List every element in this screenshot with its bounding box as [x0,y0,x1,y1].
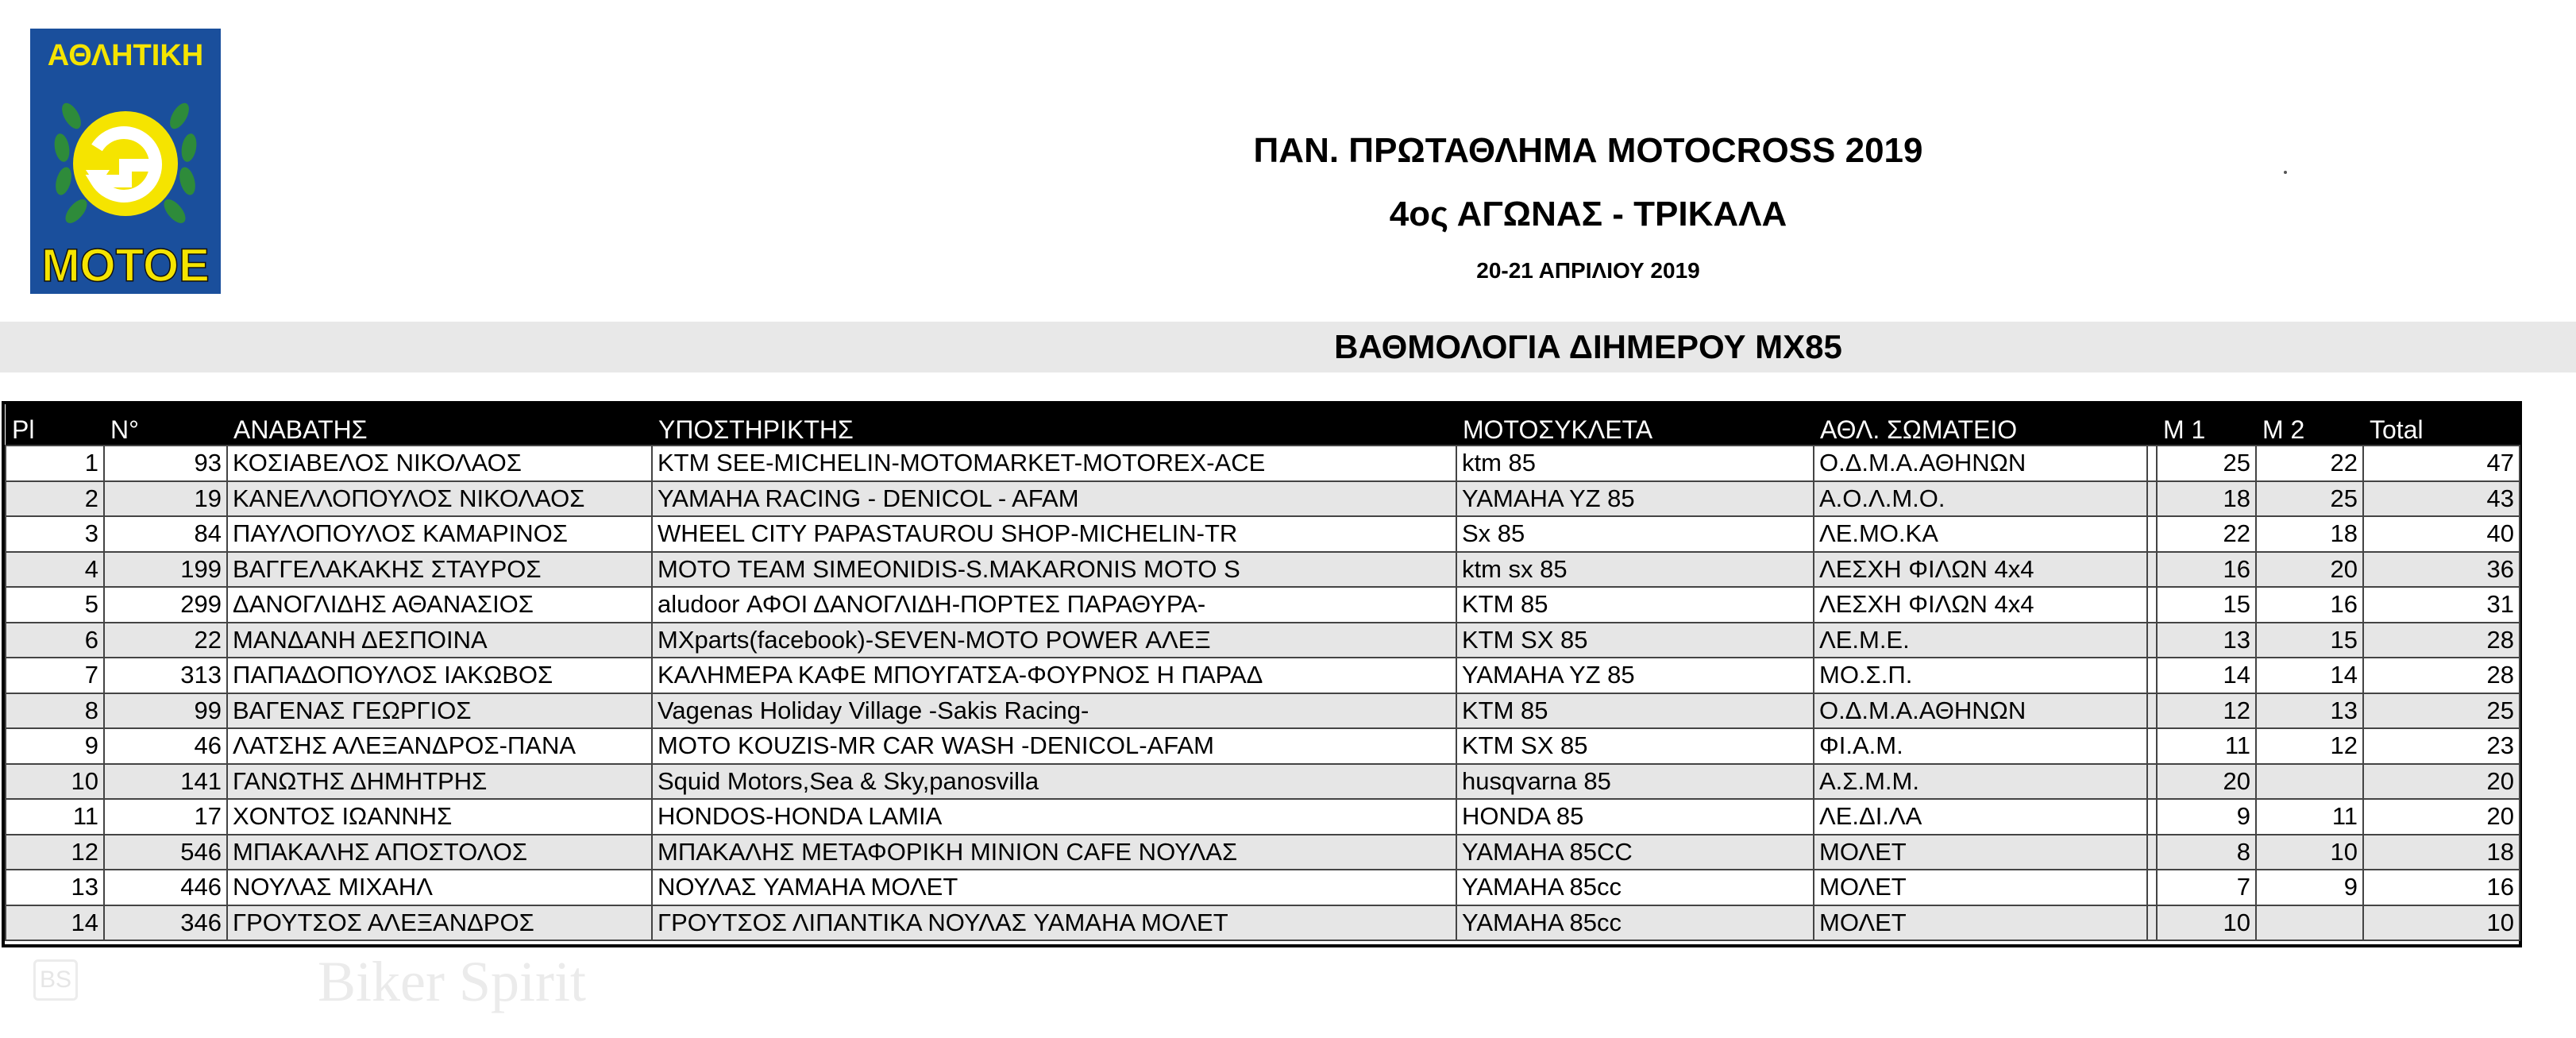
cell-club: ΛΕ.Μ.Ε. [1814,623,2147,658]
cell-bike: ktm sx 85 [1456,552,1814,588]
col-header-total: Total [2370,415,2424,444]
cell-bike: Sx 85 [1456,516,1814,552]
cell-club: ΦΙ.Α.Μ. [1814,728,2147,764]
cell-bike: YAMAHA YZ 85 [1456,658,1814,693]
cell-number: 141 [104,764,227,800]
cell-rider: ΒΑΓΓΕΛΑΚΑΚΗΣ ΣΤΑΥΡΟΣ [227,552,652,588]
cell-place: 8 [6,693,104,729]
cell-sponsor: aludoor ΑΦΟΙ ΔΑΝΟΓΛΙΔΗ-ΠΟΡΤΕΣ ΠΑΡΑΘΥΡΑ- [652,587,1456,623]
cell-m1: 8 [2157,835,2256,870]
table-header-row [6,404,2520,446]
cell-spacer [2147,870,2157,905]
cell-sponsor: ΝΟΥΛΑΣ YAMAHA ΜΟΛΕΤ [652,870,1456,905]
cell-spacer [2147,552,2157,588]
cell-rider: ΓΑΝΩΤΗΣ ΔΗΜΗΤΡΗΣ [227,764,652,800]
table-row [6,799,2520,835]
cell-club: ΜΟΛΕΤ [1814,835,2147,870]
cell-number: 346 [104,905,227,941]
cell-total: 20 [2363,799,2520,835]
cell-spacer [2147,516,2157,552]
table-row [6,764,2520,800]
cell-number: 84 [104,516,227,552]
col-header-club: ΑΘΛ. ΣΩΜΑΤΕΙΟ [1820,415,2018,444]
cell-m2: 13 [2256,693,2363,729]
cell-number: 19 [104,481,227,517]
cell-place: 1 [6,446,104,481]
cell-m1: 12 [2157,693,2256,729]
cell-club: ΛΕ.ΜΟ.ΚΑ [1814,516,2147,552]
cell-number: 199 [104,552,227,588]
cell-m1: 13 [2157,623,2256,658]
cell-bike: KTM 85 [1456,693,1814,729]
table-row [6,552,2520,588]
cell-sponsor: ΚΑΛΗΜΕΡΑ ΚΑΦΕ ΜΠΟΥΓΑΤΣΑ-ΦΟΥΡΝΟΣ Η ΠΑΡΑΔ [652,658,1456,693]
cell-m2: 14 [2256,658,2363,693]
cell-m1: 16 [2157,552,2256,588]
cell-m1: 20 [2157,764,2256,800]
race-title: 4ος ΑΓΩΝΑΣ - ΤΡΙΚΑΛΑ [1389,195,1787,233]
cell-club: ΛΕΣΧΗ ΦΙΛΩΝ 4x4 [1814,587,2147,623]
cell-sponsor: MOTO TEAM SIMEONIDIS-S.MAKARONIS MOTO S [652,552,1456,588]
cell-m1: 7 [2157,870,2256,905]
cell-number: 546 [104,835,227,870]
table-row [6,623,2520,658]
cell-total: 23 [2363,728,2520,764]
cell-place: 7 [6,658,104,693]
federation-logo [30,29,221,294]
cell-club: ΜΟ.Σ.Π. [1814,658,2147,693]
cell-m2: 22 [2256,446,2363,481]
cell-rider: ΓΡΟΥΤΣΟΣ ΑΛΕΞΑΝΔΡΟΣ [227,905,652,941]
cell-number: 46 [104,728,227,764]
watermark-logo: BS [33,959,78,1001]
logo-text-top: ΑΘΛΗΤΙΚΗ [47,39,204,72]
championship-title: ΠΑΝ. ΠΡΩΤΑΘΛΗΜΑ MOTOCROSS 2019 [1253,131,1923,170]
cell-total: 10 [2363,905,2520,941]
cell-club: ΛΕ.ΔΙ.ΛΑ [1814,799,2147,835]
cell-rider: ΜΠΑΚΑΛΗΣ ΑΠΟΣΤΟΛΟΣ [227,835,652,870]
cell-m1: 18 [2157,481,2256,517]
cell-number: 313 [104,658,227,693]
cell-m1: 14 [2157,658,2256,693]
cell-total: 25 [2363,693,2520,729]
cell-m1: 25 [2157,446,2256,481]
race-date: 20-21 ΑΠΡΙΛΙΟΥ 2019 [1476,258,1700,283]
table-row [6,516,2520,552]
col-header-m2: Μ 2 [2262,415,2305,444]
cell-bike: YAMAHA 85cc [1456,905,1814,941]
cell-number: 99 [104,693,227,729]
cell-m1: 22 [2157,516,2256,552]
cell-rider: ΝΟΥΛΑΣ ΜΙΧΑΗΛ [227,870,652,905]
cell-spacer [2147,728,2157,764]
table-row [6,835,2520,870]
cell-rider: ΜΑΝΔΑΝΗ ΔΕΣΠΟΙΝΑ [227,623,652,658]
cell-sponsor: Vagenas Holiday Village -Sakis Racing- [652,693,1456,729]
table-row [6,658,2520,693]
stray-dot [2284,171,2287,174]
col-header-number: N° [110,415,139,444]
cell-number: 22 [104,623,227,658]
cell-spacer [2147,835,2157,870]
cell-sponsor: YAMAHA RACING - DENICOL - AFAM [652,481,1456,517]
cell-spacer [2147,587,2157,623]
col-header-spacer [2147,404,2157,446]
cell-sponsor: ΜΠΑΚΑΛΗΣ ΜΕΤΑΦΟΡΙΚΗ MINION CAFE ΝΟΥΛΑΣ [652,835,1456,870]
cell-rider: ΒΑΓΕΝΑΣ ΓΕΩΡΓΙΟΣ [227,693,652,729]
cell-place: 3 [6,516,104,552]
cell-place: 12 [6,835,104,870]
cell-total: 28 [2363,623,2520,658]
cell-bike: YAMAHA YZ 85 [1456,481,1814,517]
col-header-sponsor: ΥΠΟΣΤΗΡΙΚΤΗΣ [658,415,854,444]
cell-total: 36 [2363,552,2520,588]
cell-rider: ΚΟΣΙΑΒΕΛΟΣ ΝΙΚΟΛΑΟΣ [227,446,652,481]
table-row [6,693,2520,729]
table-row [6,728,2520,764]
cell-number: 17 [104,799,227,835]
cell-spacer [2147,481,2157,517]
cell-sponsor: ΓΡΟΥΤΣΟΣ ΛΙΠΑΝΤΙΚΑ ΝΟΥΛΑΣ YAMAHA ΜΟΛΕΤ [652,905,1456,941]
cell-club: Α.Σ.Μ.Μ. [1814,764,2147,800]
cell-total: 31 [2363,587,2520,623]
cell-m2: 10 [2256,835,2363,870]
cell-total: 40 [2363,516,2520,552]
cell-total: 28 [2363,658,2520,693]
cell-bike: ktm 85 [1456,446,1814,481]
cell-sponsor: WHEEL CITY PAPASTAUROU SHOP-MICHELIN-TR [652,516,1456,552]
cell-m1: 15 [2157,587,2256,623]
cell-rider: ΠΑΥΛΟΠΟΥΛΟΣ ΚΑΜΑΡΙΝΟΣ [227,516,652,552]
cell-number: 299 [104,587,227,623]
cell-spacer [2147,799,2157,835]
watermark-text: Biker Spirit [318,950,586,1013]
cell-total: 47 [2363,446,2520,481]
cell-spacer [2147,693,2157,729]
cell-bike: husqvarna 85 [1456,764,1814,800]
cell-club: Ο.Δ.Μ.Α.ΑΘΗΝΩΝ [1814,693,2147,729]
cell-place: 9 [6,728,104,764]
cell-m1: 9 [2157,799,2256,835]
cell-place: 6 [6,623,104,658]
cell-rider: ΚΑΝΕΛΛΟΠΟΥΛΟΣ ΝΙΚΟΛΑΟΣ [227,481,652,517]
cell-m2: 11 [2256,799,2363,835]
cell-bike: HONDA 85 [1456,799,1814,835]
cell-rider: ΔΑΝΟΓΛΙΔΗΣ ΑΘΑΝΑΣΙΟΣ [227,587,652,623]
logo-text-bottom: ΜΟΤΟΕ [41,240,210,291]
cell-m1: 10 [2157,905,2256,941]
cell-place: 10 [6,764,104,800]
col-header-bike: ΜΟΤΟΣΥΚΛΕΤΑ [1463,415,1653,444]
table-row [6,870,2520,905]
cell-spacer [2147,905,2157,941]
cell-rider: ΠΑΠΑΔΟΠΟΥΛΟΣ ΙΑΚΩΒΟΣ [227,658,652,693]
table-row [6,587,2520,623]
col-header-m1: Μ 1 [2163,415,2206,444]
cell-number: 93 [104,446,227,481]
subtitle-bar [0,322,2576,372]
standings-subtitle: ΒΑΘΜΟΛΟΓΙΑ ΔΙΗΜΕΡΟΥ MX85 [1334,328,1842,365]
cell-m2: 9 [2256,870,2363,905]
cell-bike: YAMAHA 85CC [1456,835,1814,870]
table-row [6,905,2520,941]
cell-m2 [2256,905,2363,941]
cell-m2: 20 [2256,552,2363,588]
cell-sponsor: MXparts(facebook)-SEVEN-MOTO POWER ΑΛΕΞ [652,623,1456,658]
cell-total: 18 [2363,835,2520,870]
cell-place: 4 [6,552,104,588]
standings-table [5,404,2520,941]
cell-total: 43 [2363,481,2520,517]
cell-m2 [2256,764,2363,800]
cell-place: 14 [6,905,104,941]
col-header-place: Pl [12,415,35,444]
cell-m2: 12 [2256,728,2363,764]
col-header-rider: ΑΝΑΒΑΤΗΣ [233,415,368,444]
cell-total: 16 [2363,870,2520,905]
cell-bike: KTM SX 85 [1456,623,1814,658]
cell-place: 13 [6,870,104,905]
cell-place: 11 [6,799,104,835]
table-row [6,446,2520,481]
cell-sponsor: Squid Motors,Sea & Sky,panosvilla [652,764,1456,800]
cell-m1: 11 [2157,728,2256,764]
cell-m2: 18 [2256,516,2363,552]
cell-sponsor: MOTO KOUZIS-MR CAR WASH -DENICOL-AFAM [652,728,1456,764]
standings-table-frame [2,401,2522,947]
cell-rider: ΛΑΤΣΗΣ ΑΛΕΞΑΝΔΡΟΣ-ΠΑΝΑ [227,728,652,764]
cell-club: Α.Ο.Λ.Μ.Ο. [1814,481,2147,517]
cell-sponsor: HONDOS-HONDA LAMIA [652,799,1456,835]
cell-club: ΜΟΛΕΤ [1814,870,2147,905]
cell-club: ΛΕΣΧΗ ΦΙΛΩΝ 4x4 [1814,552,2147,588]
cell-sponsor: KTM SEE-MICHELIN-MOTOMARKET-MOTOREX-ACE [652,446,1456,481]
cell-rider: ΧΟΝΤΟΣ ΙΩΑΝΝΗΣ [227,799,652,835]
cell-bike: KTM SX 85 [1456,728,1814,764]
cell-place: 2 [6,481,104,517]
cell-bike: KTM 85 [1456,587,1814,623]
cell-spacer [2147,764,2157,800]
cell-total: 20 [2363,764,2520,800]
cell-m2: 16 [2256,587,2363,623]
cell-m2: 25 [2256,481,2363,517]
cell-spacer [2147,623,2157,658]
table-row [6,481,2520,517]
cell-spacer [2147,446,2157,481]
cell-bike: YAMAHA 85cc [1456,870,1814,905]
cell-number: 446 [104,870,227,905]
cell-m2: 15 [2256,623,2363,658]
cell-club: Ο.Δ.Μ.Α.ΑΘΗΝΩΝ [1814,446,2147,481]
cell-spacer [2147,658,2157,693]
cell-club: ΜΟΛΕΤ [1814,905,2147,941]
cell-place: 5 [6,587,104,623]
